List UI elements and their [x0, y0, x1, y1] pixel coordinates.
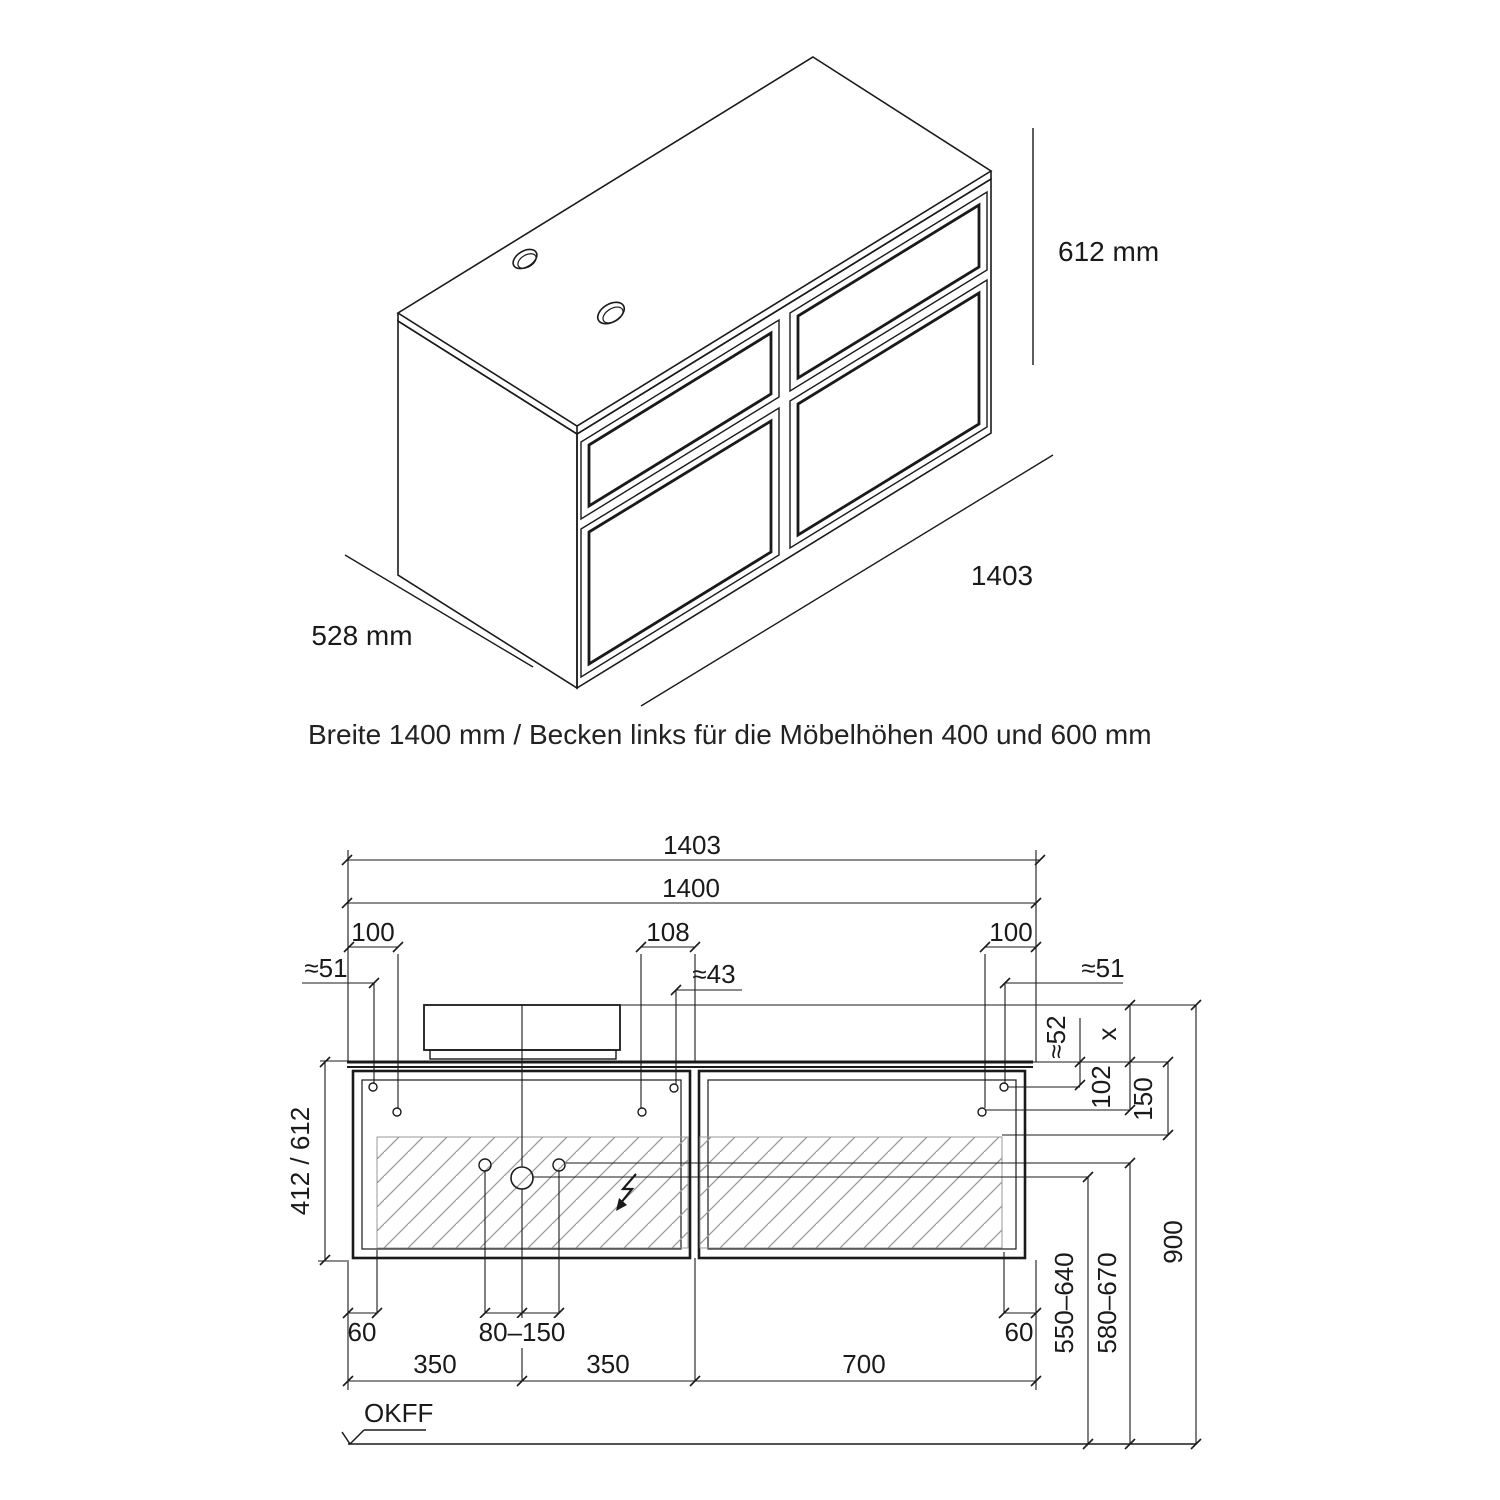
iso-depth-label: 528 mm — [311, 620, 413, 651]
iso-countertop-edge — [398, 171, 991, 434]
iso-side-face — [398, 321, 577, 688]
dim-left-half: 350 — [413, 1349, 457, 1379]
level-mark-icon — [342, 1430, 426, 1444]
front-view — [285, 830, 1201, 1449]
dim-drain-range: 80–150 — [478, 1317, 566, 1347]
dim-rim-height: 900 — [1158, 1220, 1188, 1264]
drawing-caption: Breite 1400 mm / Becken links für die Möbelhöhen 400 und 600 mm — [308, 719, 1152, 750]
iso-drawer-left-lower — [581, 408, 779, 677]
dim-top-to-zone: 150 — [1128, 1077, 1158, 1121]
iso-drawer-left-upper — [581, 320, 779, 519]
dim-right-approx: ≈51 — [1081, 953, 1125, 983]
drain-hole-icon — [594, 298, 628, 328]
dim-top-to-hole: 102 — [1086, 1065, 1116, 1109]
iso-drawer-right-lower — [790, 280, 987, 548]
dim-supply-height: 580–670 — [1092, 1252, 1122, 1354]
install-zone-right — [700, 1137, 1002, 1248]
iso-front-face — [577, 179, 991, 688]
dim-body-width: 1400 — [662, 873, 720, 903]
install-zone-left — [377, 1137, 688, 1248]
dim-cabinet-height: 412 / 612 — [285, 1106, 315, 1216]
iso-drawer-right-lower-panel — [798, 293, 979, 535]
dim-center-approx: ≈43 — [692, 959, 736, 989]
floor-line — [342, 1430, 1196, 1444]
dim-overall-width: 1403 — [663, 830, 721, 860]
dim-basin-offset: ≈52 — [1041, 1015, 1071, 1059]
dim-drain-height: 550–640 — [1049, 1252, 1079, 1354]
floor-label: OKFF — [364, 1398, 434, 1428]
dim-left-approx: ≈51 — [304, 953, 348, 983]
iso-drawer-right-upper — [790, 192, 987, 391]
dim-right-margin: 60 — [1004, 1317, 1034, 1347]
dim-left-margin: 60 — [347, 1317, 377, 1347]
dim-right-door: 700 — [842, 1349, 886, 1379]
dim-center-drill: 108 — [646, 917, 690, 947]
iso-width-label: 1403 — [970, 560, 1034, 591]
iso-top-face — [398, 57, 991, 426]
dim-right-half: 350 — [586, 1349, 630, 1379]
fixing-holes — [369, 1083, 1008, 1116]
dim-unknown-x: x — [1092, 1027, 1122, 1041]
iso-height-label: 612 mm — [1058, 236, 1160, 267]
faucet-hole-icon — [510, 245, 541, 272]
dim-right-drill: 100 — [989, 917, 1033, 947]
dim-left-drill: 100 — [351, 917, 395, 947]
iso-view — [311, 57, 1159, 706]
